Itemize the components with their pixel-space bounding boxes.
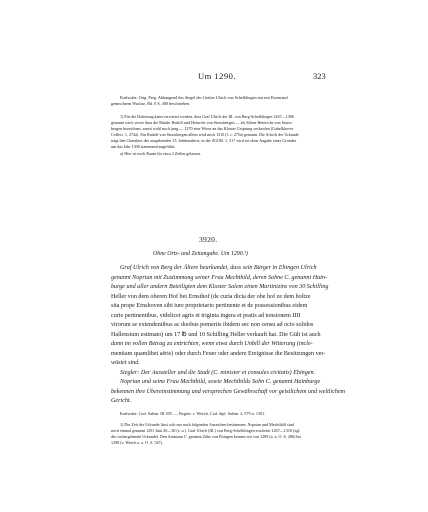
footnotes-top — [111, 114, 328, 157]
preamble — [111, 95, 328, 107]
body-line: wüstet sind. — [111, 360, 140, 366]
footnote-line: a) Hier ist noch Raum für etwa 2 Zeilen gelassen. — [120, 150, 202, 156]
footnote-line: noch einmal genannt 1291 Juni 20—30 (s. u.). Graf Ulrich (III.) von Berg-Schelklingen erscheint 1267—1310 (vgl. — [111, 428, 301, 434]
body-line: burge und aller andern Beteiligten dem Kloster Salem einen Martinizins von 30 Schilling — [111, 284, 329, 290]
body-line: dann im vollen Betrag zu entrichten, wenn etwa durch Unbill der Witterung (incle- — [111, 341, 313, 347]
body-line: Gericht. — [111, 398, 132, 404]
footnote-line: genannt wird, sowie dass die Brüder Rudolf und Heinrich von Strassbergen — als Söhne Heinrichs von Strass- — [111, 120, 293, 126]
body-line: mentiam quamlibet aëris) oder durch Feuer oder andere Ereignisse die Besitzungen ver- — [111, 350, 326, 357]
source-citation — [111, 411, 328, 417]
document-subheading: Ohne Orts- und Zeitangabe. Um 1290.¹) — [153, 251, 248, 257]
footnote-line: 1298 (v. Weech a. a. O. S. 547). — [111, 440, 163, 446]
document-number: 3920. — [199, 235, 218, 244]
footnote-line: die vorhergehende Urkunde). Den Ammann C. genannt Zähe von Ehingen kennen wir von 1289 (a. a. O. S. 286) bis — [111, 434, 302, 440]
body-line: virorum se extendentibus ac duobus pomeriis ibidem sec non censu ad octo solidos — [111, 322, 314, 328]
body-line: bekennen ihre Übereinstimmung und versprechen Gewährschaft vor geistlichem und weltlichem — [111, 388, 346, 395]
footnote-line: 1) Für die Datierung kann verwertet werden, dass Graf Ulrich der III. von Berg-Schelklingen 1267—1306 — [120, 114, 294, 119]
body-line: Heller von dem oberen Hof bei Ernsthof (de curia dicta der obe hof ze dem holtze — [111, 293, 311, 300]
preamble-line: Karlsruhe. Orig. Perg. Abhangend das Siegel des Grafen Ulrich von Schelklingen aus mit Eisenrand — [120, 95, 288, 100]
body-line: Graf Ulrich von Berg der Ältere beurkundet, dass sein Bürger in Ehingen Ulrich — [120, 265, 317, 271]
footnote-line: bergen bezeichnet, somit wohl noch jung — 1270 eine Wiese an das Kloster Ursprung verkaufen (Gabelkhover — [111, 126, 294, 132]
footnote-line: trägt den Charakter des ausgehenden 13. Jahrhunderts, in der ZGOR. 1, 317 wird sie ohne Angabe eines Grundes — [111, 138, 297, 144]
source-line: Karlsruhe. Cod. Salem. III 395. — Regest: v. Weech, Cod. dipl. Salem. 2, 579 n. 1301. — [120, 411, 266, 416]
footnote-line: 1) Die Zeit der Urkunde lässt sich nur nach folgenden Anzeichen bestimmen: Noprian und Mechthild sind — [120, 422, 294, 427]
body-line: Noprian und seine Frau Mechthild, sowie Mechthilds Sohn C. genannt Hainburge — [120, 379, 321, 385]
running-header-title: Um 1290. — [198, 71, 236, 81]
footnote-line: um das Jahr 1300 stammend angeführt. — [111, 144, 176, 150]
body-line: sita prope Ernshoven sibi iure proprietario pertinente et de possessionibus eidem — [111, 303, 308, 309]
body-line: Hallensium estimato) um 17 ℔ und 10 Schilling Heller verkauft hat. Die Gült ist auch — [111, 331, 321, 338]
page-number: 323 — [313, 71, 326, 81]
body-line: genannt Noprian mit Zustimmung seiner Frau Mechthild, deren Sohne C. genannt Hain- — [111, 274, 327, 281]
footnotes-bottom — [111, 422, 328, 446]
body-line: Siegler: Der Aussteller und die Stadt (C. minister et consules civitatis) Ehingen. — [120, 369, 316, 376]
regest-body — [111, 264, 346, 407]
preamble-line: gemischtem Wachse, Bd. 6 S. 400 beschrieben. — [111, 101, 191, 107]
body-line: curie pertinentibus, videlicet agris et triginta ingera et pratis ad tonsionem IIII — [111, 312, 301, 319]
footnote-line: Collect. 1, 274a). Ein Rudolf von Strassbergen allein wird noch 1310 (l. c. 275a) genannt. Die Schrift der Urkunde — [111, 132, 299, 138]
